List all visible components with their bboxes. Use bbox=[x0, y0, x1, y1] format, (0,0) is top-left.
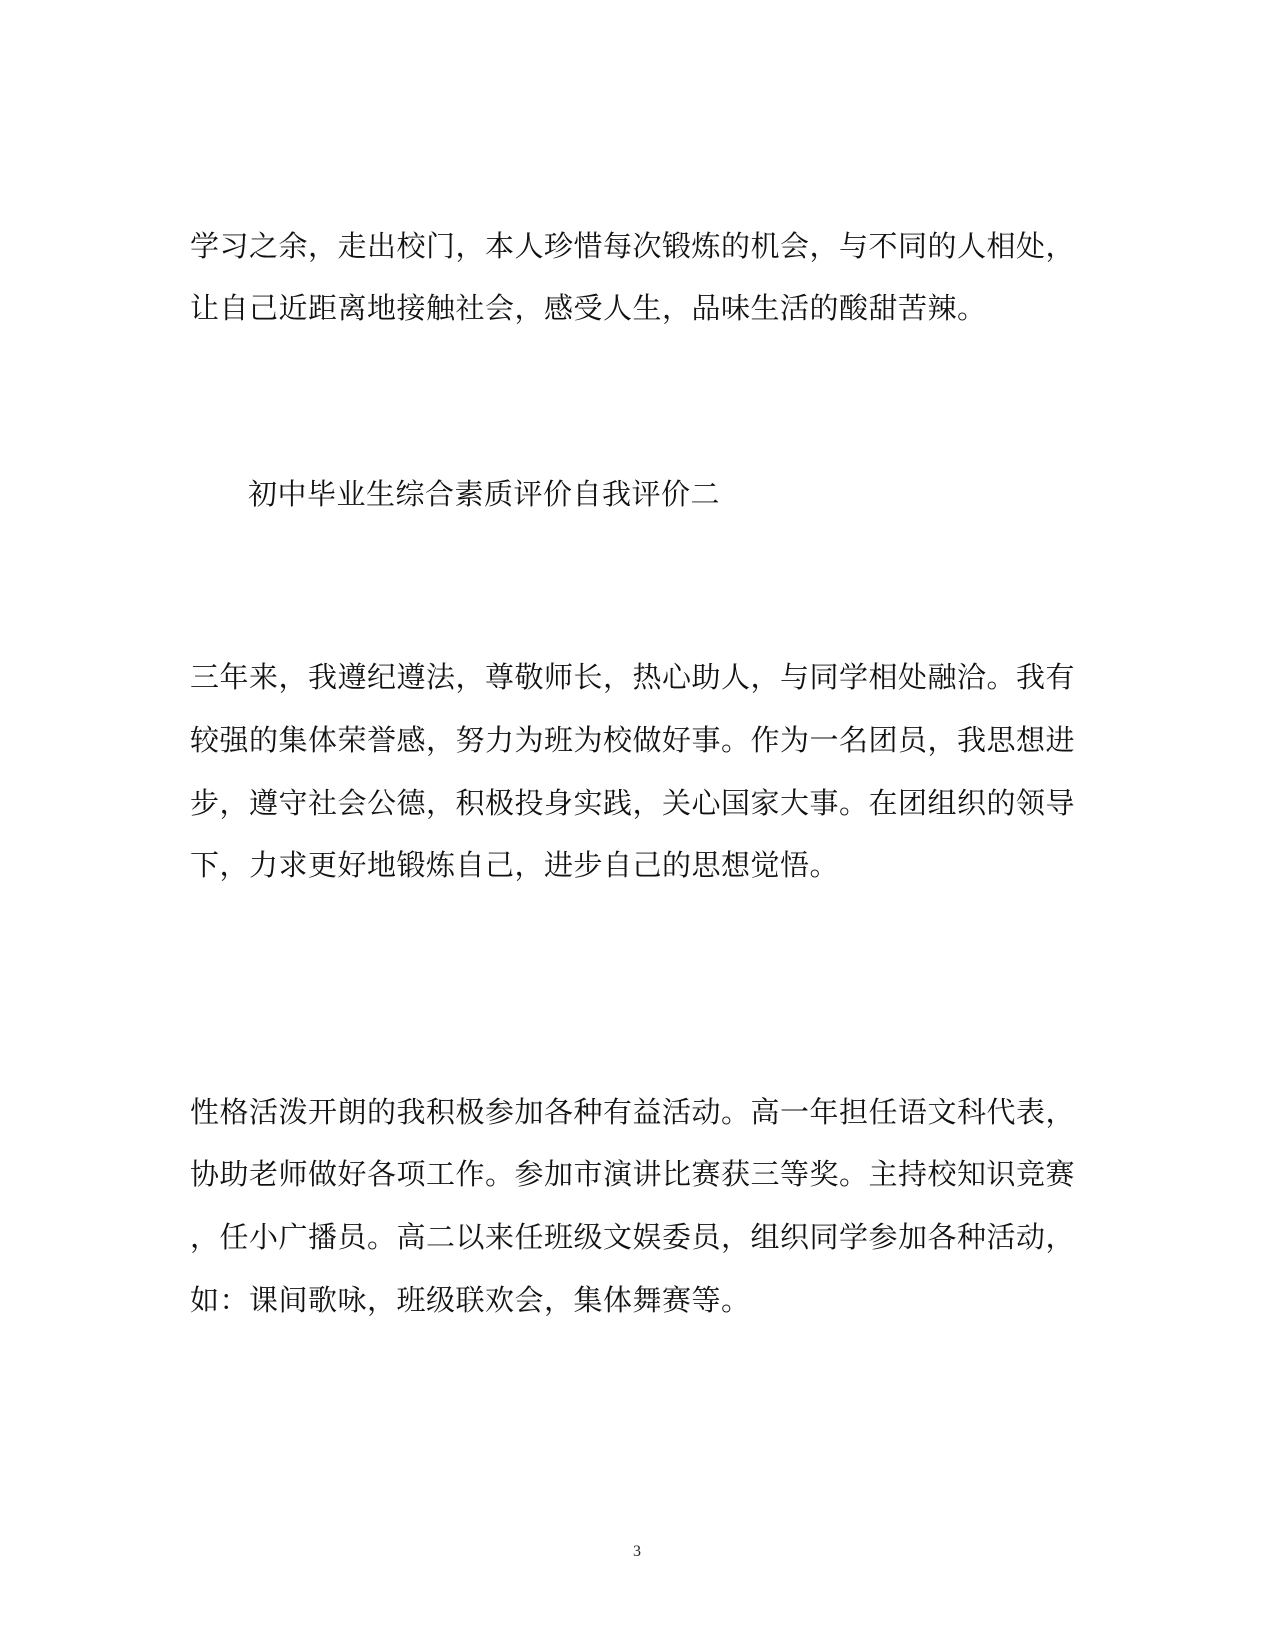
section-heading: 初中毕业生综合素质评价自我评价二 bbox=[248, 477, 721, 511]
paragraph-1-line-2: 让自己近距离地接触社会，感受人生，品味生活的酸甜苦辣。 bbox=[190, 291, 987, 325]
paragraph-3-line-1: 性格活泼开朗的我积极参加各种有益活动。高一年担任语文科代表， bbox=[190, 1095, 1076, 1129]
paragraph-2-line-1: 三年来，我遵纪遵法，尊敬师长，热心助人，与同学相处融洽。我有 bbox=[190, 660, 1076, 694]
page-number: 3 bbox=[633, 1543, 641, 1560]
paragraph-2-line-2: 较强的集体荣誉感，努力为班为校做好事。作为一名团员，我思想进 bbox=[190, 723, 1076, 757]
paragraph-3-line-2: 协助老师做好各项工作。参加市演讲比赛获三等奖。主持校知识竞赛 bbox=[190, 1157, 1076, 1191]
paragraph-1-line-1: 学习之余，走出校门，本人珍惜每次锻炼的机会，与不同的人相处， bbox=[190, 229, 1076, 263]
paragraph-2-line-4: 下，力求更好地锻炼自己，进步自己的思想觉悟。 bbox=[190, 848, 840, 882]
paragraph-2-line-3: 步，遵守社会公德，积极投身实践，关心国家大事。在团组织的领导 bbox=[190, 786, 1076, 820]
paragraph-3-line-3: ，任小广播员。高二以来任班级文娱委员，组织同学参加各种活动， bbox=[190, 1220, 1076, 1254]
paragraph-3-line-4: 如：课间歌咏，班级联欢会，集体舞赛等。 bbox=[190, 1283, 751, 1317]
